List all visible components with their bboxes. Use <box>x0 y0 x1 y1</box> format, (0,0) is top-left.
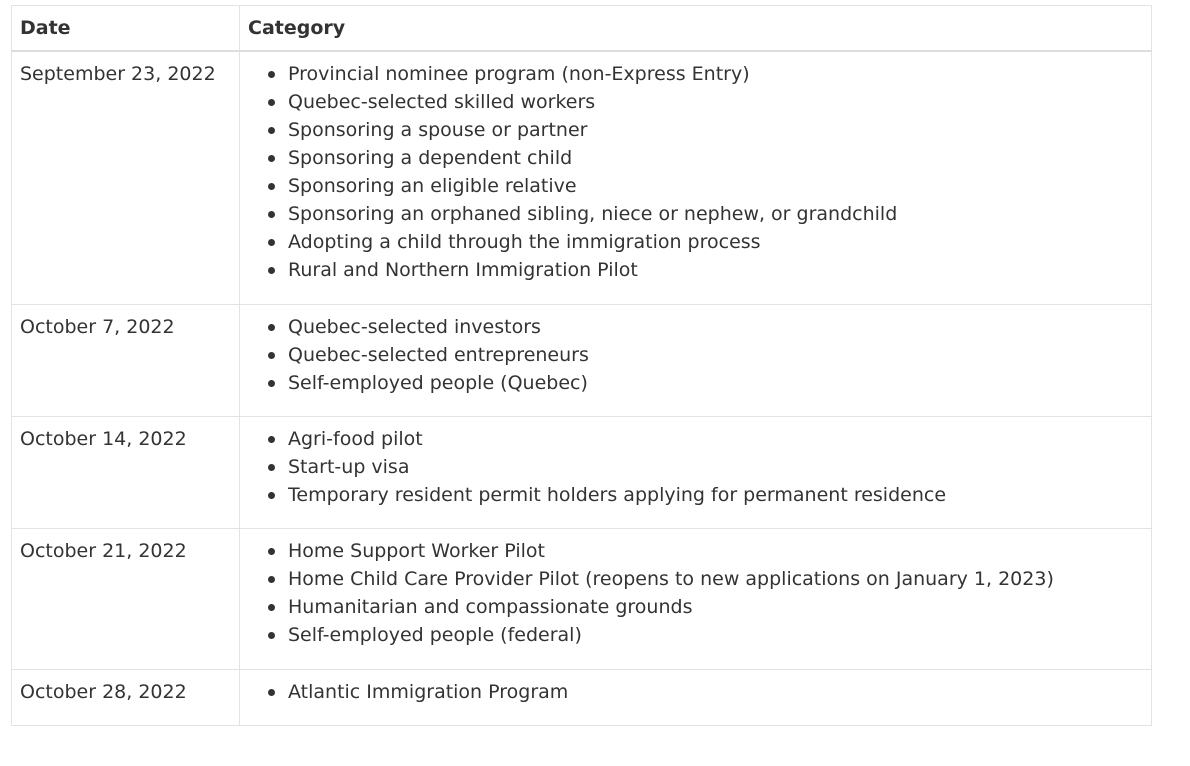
date-cell: September 23, 2022 <box>12 51 240 304</box>
category-list <box>248 313 1143 397</box>
date-cell: October 14, 2022 <box>12 416 240 528</box>
list-item: Self-employed people (federal) <box>288 621 1143 649</box>
date-cell: October 7, 2022 <box>12 304 240 416</box>
date-cell: October 21, 2022 <box>12 528 240 669</box>
list-item: Provincial nominee program (non-Express Entry) <box>288 60 1143 88</box>
list-item: Quebec-selected investors <box>288 313 1143 341</box>
category-cell <box>240 669 1152 725</box>
table-row <box>12 51 1152 304</box>
list-item: Rural and Northern Immigration Pilot <box>288 256 1143 284</box>
date-cell: October 28, 2022 <box>12 669 240 725</box>
category-list <box>248 425 1143 509</box>
list-item: Self-employed people (Quebec) <box>288 369 1143 397</box>
category-cell <box>240 304 1152 416</box>
table-row <box>12 669 1152 725</box>
list-item: Quebec-selected skilled workers <box>288 88 1143 116</box>
table-row <box>12 304 1152 416</box>
table-row <box>12 416 1152 528</box>
list-item: Quebec-selected entrepreneurs <box>288 341 1143 369</box>
category-cell <box>240 528 1152 669</box>
category-column-header: Category <box>240 6 1152 52</box>
list-item: Home Support Worker Pilot <box>288 537 1143 565</box>
category-list <box>248 537 1143 649</box>
list-item: Sponsoring a dependent child <box>288 144 1143 172</box>
category-list <box>248 678 1143 706</box>
table-row <box>12 528 1152 669</box>
list-item: Home Child Care Provider Pilot (reopens to new applications on January 1, 2023) <box>288 565 1143 593</box>
list-item: Atlantic Immigration Program <box>288 678 1143 706</box>
list-item: Humanitarian and compassionate grounds <box>288 593 1143 621</box>
header-row <box>12 6 1152 52</box>
category-cell <box>240 416 1152 528</box>
list-item: Sponsoring an eligible relative <box>288 172 1143 200</box>
schedule-table <box>11 5 1152 726</box>
table-body <box>12 51 1152 725</box>
list-item: Sponsoring an orphaned sibling, niece or nephew, or grandchild <box>288 200 1143 228</box>
list-item: Sponsoring a spouse or partner <box>288 116 1143 144</box>
list-item: Start-up visa <box>288 453 1143 481</box>
list-item: Adopting a child through the immigration process <box>288 228 1143 256</box>
category-cell <box>240 51 1152 304</box>
category-list <box>248 60 1143 284</box>
table-header <box>12 6 1152 52</box>
list-item: Agri-food pilot <box>288 425 1143 453</box>
list-item: Temporary resident permit holders applying for permanent residence <box>288 481 1143 509</box>
date-column-header: Date <box>12 6 240 52</box>
